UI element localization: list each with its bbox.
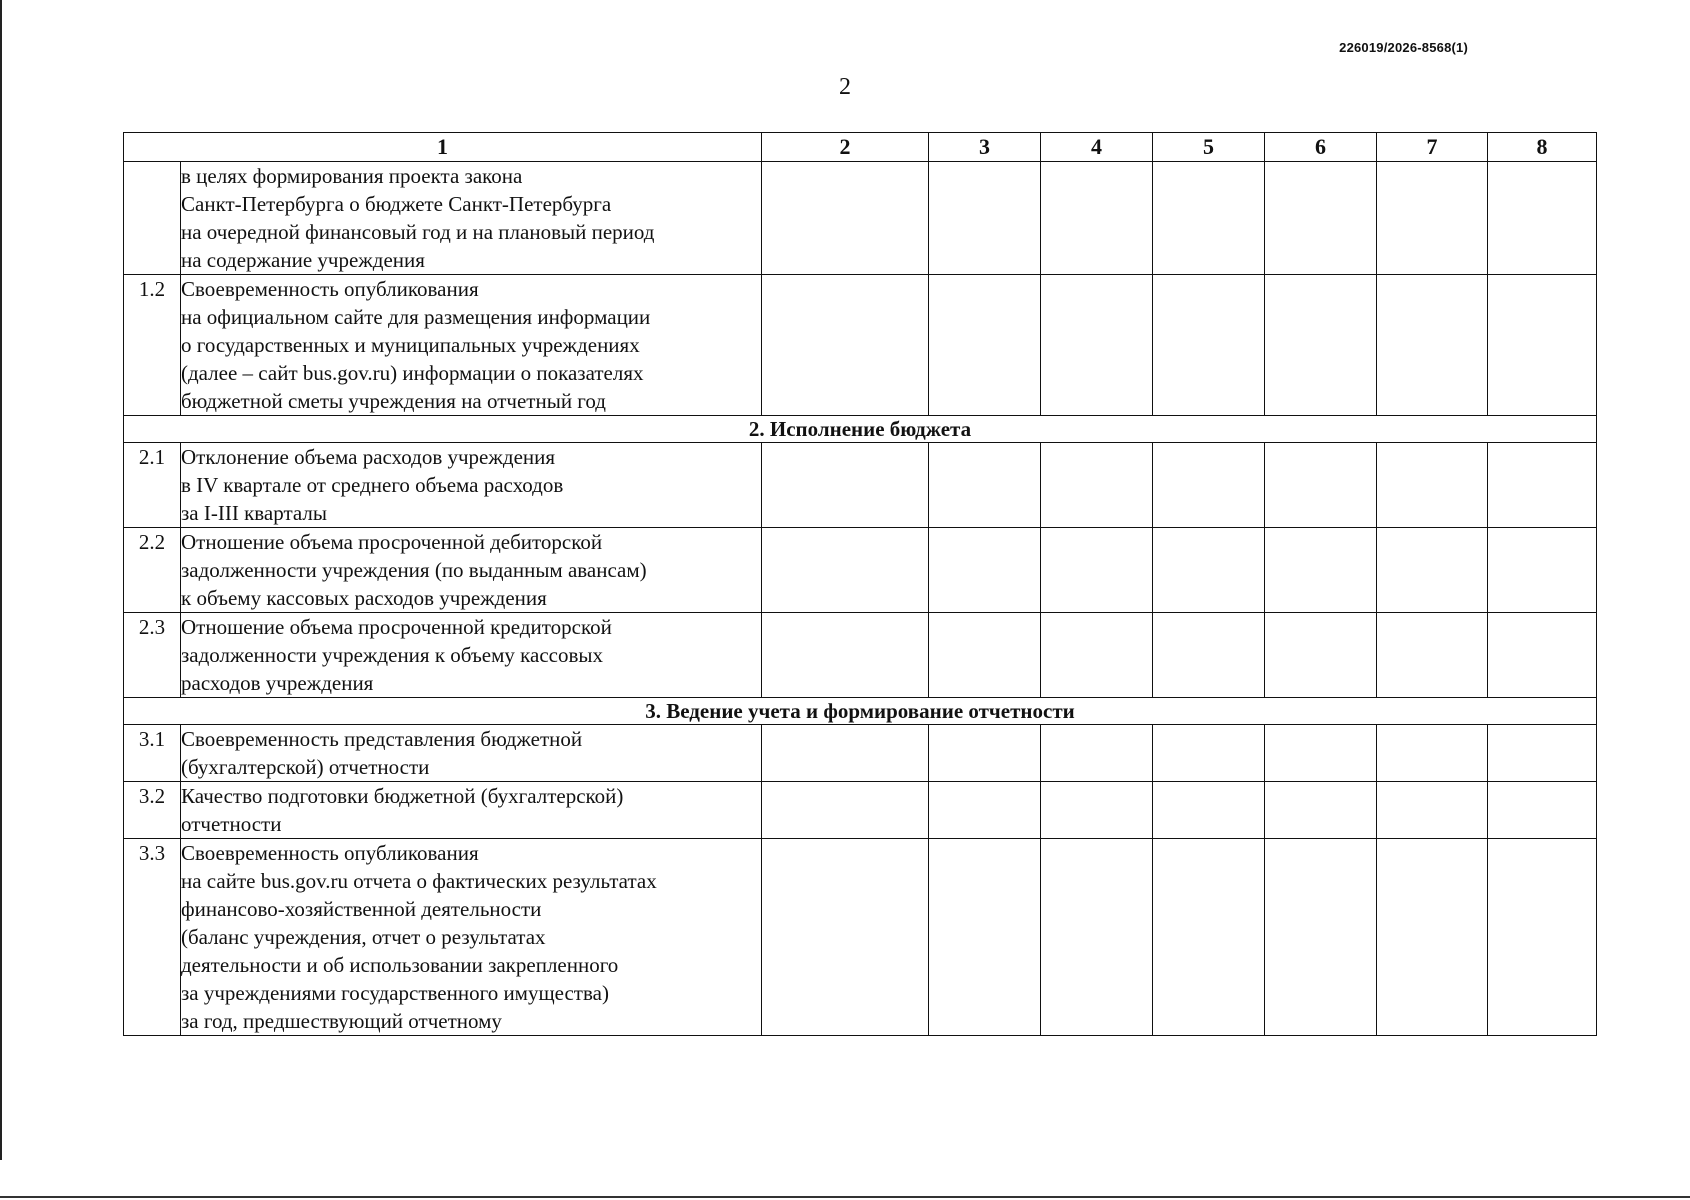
value-cell-col-8 xyxy=(1488,443,1597,528)
value-cell-col-6 xyxy=(1265,613,1377,698)
indicator-line: Качество подготовки бюджетной (бухгалтерской) xyxy=(181,784,624,808)
row-number xyxy=(124,162,181,275)
value-cell-col-6 xyxy=(1265,725,1377,782)
value-cell-col-8 xyxy=(1488,839,1597,1036)
indicator-line: расходов учреждения xyxy=(181,671,374,695)
value-cell-col-7 xyxy=(1377,275,1488,416)
scan-bottom-rule xyxy=(0,1196,1690,1198)
value-cell-col-4 xyxy=(1041,839,1153,1036)
row-number: 1.2 xyxy=(124,275,181,416)
value-cell-col-6 xyxy=(1265,275,1377,416)
value-cell-col-5 xyxy=(1153,443,1265,528)
value-cell-col-7 xyxy=(1377,725,1488,782)
value-cell-col-2 xyxy=(762,162,929,275)
indicator-name xyxy=(181,443,762,528)
value-cell-col-6 xyxy=(1265,839,1377,1036)
value-cell-col-6 xyxy=(1265,528,1377,613)
table-header-row xyxy=(124,133,1597,162)
value-cell-col-8 xyxy=(1488,275,1597,416)
indicator-line: бюджетной сметы учреждения на отчетный год xyxy=(181,389,606,413)
indicator-name xyxy=(181,725,762,782)
value-cell-col-2 xyxy=(762,725,929,782)
indicator-line: в IV квартале от среднего объема расходов xyxy=(181,473,564,497)
value-cell-col-4 xyxy=(1041,782,1153,839)
section-title: 3. Ведение учета и формирование отчетности xyxy=(124,698,1597,725)
indicator-line: за I-III кварталы xyxy=(181,501,327,525)
value-cell-col-8 xyxy=(1488,162,1597,275)
indicator-name xyxy=(181,613,762,698)
indicator-line: Своевременность опубликования xyxy=(181,841,479,865)
value-cell-col-7 xyxy=(1377,528,1488,613)
indicator-name xyxy=(181,782,762,839)
value-cell-col-3 xyxy=(929,275,1041,416)
table-row xyxy=(124,725,1597,782)
indicator-line: Отношение объема просроченной кредиторской xyxy=(181,615,612,639)
indicator-name xyxy=(181,162,762,275)
value-cell-col-3 xyxy=(929,443,1041,528)
value-cell-col-4 xyxy=(1041,443,1153,528)
indicator-line: за год, предшествующий отчетному xyxy=(181,1009,502,1033)
value-cell-col-8 xyxy=(1488,782,1597,839)
column-header-5: 5 xyxy=(1153,133,1265,162)
row-number: 3.1 xyxy=(124,725,181,782)
value-cell-col-5 xyxy=(1153,275,1265,416)
row-number: 3.3 xyxy=(124,839,181,1036)
value-cell-col-7 xyxy=(1377,443,1488,528)
indicator-line: Своевременность представления бюджетной xyxy=(181,727,583,751)
indicator-line: о государственных и муниципальных учреждениях xyxy=(181,333,640,357)
document-number: 226019/2026-8568(1) xyxy=(1339,40,1468,55)
column-header-3: 3 xyxy=(929,133,1041,162)
value-cell-col-3 xyxy=(929,528,1041,613)
value-cell-col-2 xyxy=(762,528,929,613)
value-cell-col-3 xyxy=(929,613,1041,698)
column-header-1: 1 xyxy=(124,133,762,162)
value-cell-col-4 xyxy=(1041,275,1153,416)
value-cell-col-4 xyxy=(1041,162,1153,275)
value-cell-col-7 xyxy=(1377,613,1488,698)
value-cell-col-5 xyxy=(1153,725,1265,782)
table-row xyxy=(124,443,1597,528)
indicators-table xyxy=(123,132,1597,1036)
value-cell-col-4 xyxy=(1041,613,1153,698)
value-cell-col-2 xyxy=(762,443,929,528)
indicator-line: к объему кассовых расходов учреждения xyxy=(181,586,547,610)
value-cell-col-2 xyxy=(762,275,929,416)
value-cell-col-7 xyxy=(1377,162,1488,275)
value-cell-col-2 xyxy=(762,782,929,839)
row-number: 2.3 xyxy=(124,613,181,698)
indicator-line: на содержание учреждения xyxy=(181,248,425,272)
column-header-6: 6 xyxy=(1265,133,1377,162)
value-cell-col-6 xyxy=(1265,162,1377,275)
value-cell-col-3 xyxy=(929,725,1041,782)
section-row xyxy=(124,416,1597,443)
table-row xyxy=(124,782,1597,839)
indicator-line: на официальном сайте для размещения информации xyxy=(181,305,651,329)
indicator-name xyxy=(181,839,762,1036)
indicator-line: отчетности xyxy=(181,812,282,836)
column-header-4: 4 xyxy=(1041,133,1153,162)
column-header-7: 7 xyxy=(1377,133,1488,162)
table-row xyxy=(124,528,1597,613)
table-row xyxy=(124,839,1597,1036)
value-cell-col-3 xyxy=(929,839,1041,1036)
indicator-line: на очередной финансовый год и на плановый период xyxy=(181,220,655,244)
scan-left-edge xyxy=(0,0,2,1160)
row-number: 2.1 xyxy=(124,443,181,528)
value-cell-col-5 xyxy=(1153,839,1265,1036)
indicator-line: финансово-хозяйственной деятельности xyxy=(181,897,542,921)
value-cell-col-2 xyxy=(762,839,929,1036)
table-row xyxy=(124,613,1597,698)
value-cell-col-7 xyxy=(1377,839,1488,1036)
value-cell-col-5 xyxy=(1153,782,1265,839)
indicator-line: Отношение объема просроченной дебиторской xyxy=(181,530,603,554)
indicator-line: (баланс учреждения, отчет о результатах xyxy=(181,925,546,949)
value-cell-col-5 xyxy=(1153,528,1265,613)
indicator-line: Санкт-Петербурга о бюджете Санкт-Петербурга xyxy=(181,192,612,216)
table-row xyxy=(124,162,1597,275)
indicator-line: Своевременность опубликования xyxy=(181,277,479,301)
indicator-name xyxy=(181,528,762,613)
value-cell-col-4 xyxy=(1041,528,1153,613)
page-number: 2 xyxy=(839,74,851,100)
value-cell-col-3 xyxy=(929,782,1041,839)
row-number: 2.2 xyxy=(124,528,181,613)
indicator-line: задолженности учреждения (по выданным авансам) xyxy=(181,558,647,582)
value-cell-col-3 xyxy=(929,162,1041,275)
section-title: 2. Исполнение бюджета xyxy=(124,416,1597,443)
value-cell-col-4 xyxy=(1041,725,1153,782)
indicator-line: деятельности и об использовании закрепленного xyxy=(181,953,619,977)
value-cell-col-7 xyxy=(1377,782,1488,839)
indicator-line: (далее – сайт bus.gov.ru) информации о показателях xyxy=(181,361,644,385)
indicator-line: за учреждениями государственного имущества) xyxy=(181,981,609,1005)
table-body xyxy=(124,162,1597,1036)
value-cell-col-5 xyxy=(1153,162,1265,275)
indicator-line: Отклонение объема расходов учреждения xyxy=(181,445,556,469)
value-cell-col-5 xyxy=(1153,613,1265,698)
indicator-line: задолженности учреждения к объему кассовых xyxy=(181,643,604,667)
column-header-8: 8 xyxy=(1488,133,1597,162)
value-cell-col-8 xyxy=(1488,528,1597,613)
indicator-name xyxy=(181,275,762,416)
value-cell-col-2 xyxy=(762,613,929,698)
value-cell-col-6 xyxy=(1265,782,1377,839)
value-cell-col-8 xyxy=(1488,613,1597,698)
row-number: 3.2 xyxy=(124,782,181,839)
table-row xyxy=(124,275,1597,416)
value-cell-col-6 xyxy=(1265,443,1377,528)
indicator-line: в целях формирования проекта закона xyxy=(181,164,523,188)
indicator-line: на сайте bus.gov.ru отчета о фактических результатах xyxy=(181,869,657,893)
column-header-2: 2 xyxy=(762,133,929,162)
value-cell-col-8 xyxy=(1488,725,1597,782)
indicator-line: (бухгалтерской) отчетности xyxy=(181,755,430,779)
section-row xyxy=(124,698,1597,725)
